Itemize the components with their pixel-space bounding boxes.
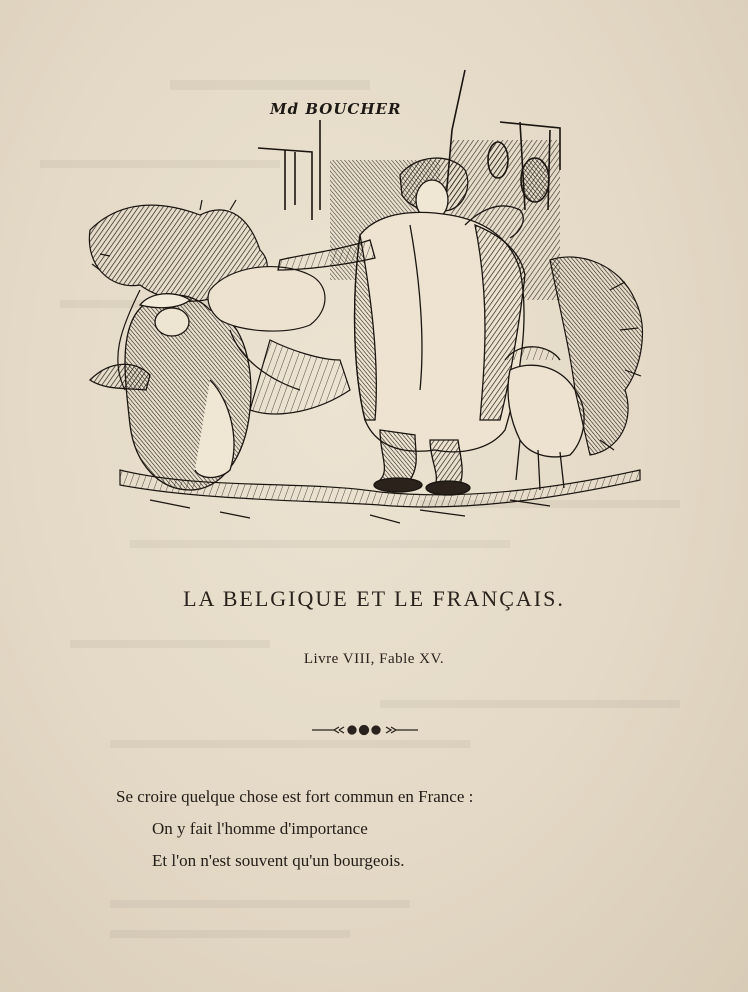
verse-line: On y fait l'homme d'importance xyxy=(152,819,368,838)
engraving-illustration xyxy=(80,60,650,530)
shop-sign-text: Md BOUCHER xyxy=(270,100,402,118)
fable-title: LA BELGIQUE ET LE FRANÇAIS. xyxy=(183,586,565,611)
verse-line: Se croire quelque chose est fort commun en France : xyxy=(116,787,474,806)
verse-line: Et l'on n'est souvent qu'un bourgeois. xyxy=(152,851,405,870)
fable-reference: Livre VIII, Fable XV. xyxy=(303,651,445,667)
decorative-ornament-icon xyxy=(310,722,420,738)
